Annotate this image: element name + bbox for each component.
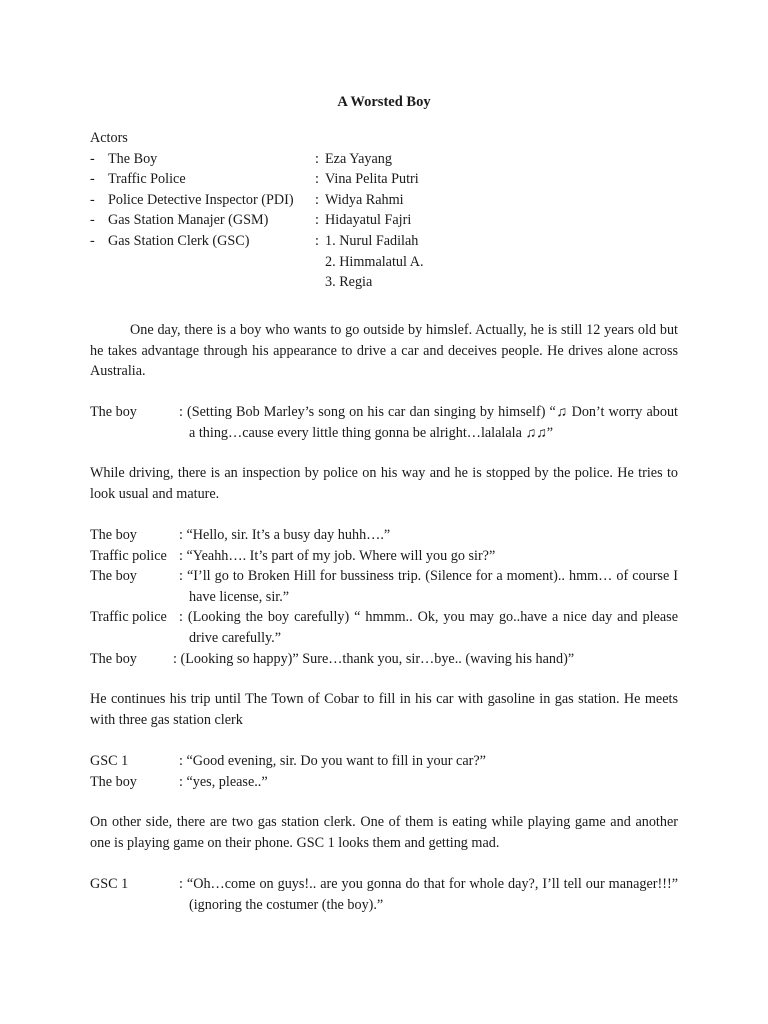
dialogue-line: : (Setting Bob Marley’s song on his car dan singing by himself) “♫ Don’t worry about a thing…cause every little thing gonna be alright…lalalala ♫♫” [179, 404, 678, 441]
dialogue-block [90, 525, 678, 669]
actor-row [90, 169, 690, 190]
actor-row [90, 252, 690, 273]
bullet-dash: - [90, 232, 95, 249]
actor-row [90, 149, 690, 170]
speaker-name: GSC 1 [90, 876, 129, 892]
colon-separator: : [315, 150, 319, 167]
dialogue-block [90, 751, 678, 792]
dialogue-line: : “Yeahh…. It’s part of my job. Where will you go sir?” [179, 547, 496, 564]
dialogue-line: : “Oh…come on guys!.. are you gonna do that for whole day?, I’ll tell our manager!!!” (ignoring the costumer (the boy).” [179, 876, 678, 913]
actor-player: 2. Himmalatul A. [325, 253, 424, 270]
speaker-name: GSC 1 [90, 753, 129, 769]
speaker-name: The boy [90, 404, 137, 420]
dialogue-line: : (Looking the boy carefully) “ hmmm.. Ok, you may go..have a nice day and please drive carefully.” [179, 609, 678, 646]
actor-player: Eza Yayang [325, 150, 392, 167]
dialogue-row [90, 566, 678, 607]
narrative-paragraph: While driving, there is an inspection by police on his way and he is stopped by the police. He tries to look usual and mature. [90, 465, 678, 502]
actor-role: The Boy [108, 150, 158, 167]
speaker-name: The boy [90, 568, 137, 585]
bullet-dash: - [90, 212, 95, 229]
actor-row [90, 272, 690, 293]
actor-role: Police Detective Inspector (PDI) [108, 191, 294, 208]
narrative-paragraph: On other side, there are two gas station clerk. One of them is eating while playing game and another one is playing game on their phone. GSC 1 looks them and getting mad. [90, 814, 678, 851]
dialogue-block [90, 402, 678, 443]
dialogue-line: : “I’ll go to Broken Hill for bussiness trip. (Silence for a moment).. hmm… of course I have license, sir.” [179, 568, 678, 605]
dialogue-row [90, 402, 678, 443]
colon-separator: : [315, 232, 319, 249]
speaker-name: The boy [90, 527, 137, 543]
dialogue-line: : “Hello, sir. It’s a busy day huhh….” [179, 527, 391, 543]
dialogue-line: : “yes, please..” [179, 773, 268, 790]
dialogue-line: : (Looking so happy)” Sure…thank you, sir…bye.. (waving his hand)” [173, 650, 575, 667]
bullet-dash: - [90, 171, 95, 188]
actor-role: Gas Station Clerk (GSC) [108, 232, 250, 249]
dialogue-row [90, 772, 678, 793]
actor-row [90, 210, 690, 231]
actor-player: Widya Rahmi [325, 191, 404, 208]
actor-row [90, 190, 690, 211]
dialogue-row [90, 751, 678, 772]
bullet-dash: - [90, 150, 95, 167]
dialogue-row [90, 525, 678, 546]
actor-player: 3. Regia [325, 274, 373, 291]
dialogue-row [90, 546, 678, 567]
dialogue-row [90, 607, 678, 648]
colon-separator: : [315, 212, 319, 229]
actor-row [90, 231, 690, 252]
colon-separator: : [315, 171, 319, 188]
dialogue-row [90, 649, 678, 670]
page-title: A Worsted Boy [337, 94, 431, 110]
speaker-name: Traffic police [90, 609, 167, 626]
actor-player: Vina Pelita Putri [325, 171, 419, 188]
dialogue-line: : “Good evening, sir. Do you want to fill in your car?” [179, 753, 486, 769]
actors-heading [90, 128, 690, 149]
dialogue-block [90, 874, 678, 915]
speaker-name: The boy [90, 773, 137, 790]
actor-player: 1. Nurul Fadilah [325, 232, 419, 249]
actor-player: Hidayatul Fajri [325, 212, 412, 229]
dialogue-row [90, 874, 678, 915]
bullet-dash: - [90, 191, 95, 208]
actor-role: Traffic Police [108, 171, 186, 188]
actors-heading-text: Actors [90, 130, 128, 146]
actor-role: Gas Station Manajer (GSM) [108, 212, 269, 229]
speaker-name: The boy [90, 650, 137, 667]
narrative-paragraph: One day, there is a boy who wants to go outside by himslef. Actually, he is still 12 years old but he takes advantage through his appearance to drive a car and deceives people. He drives alone across Australia. [90, 322, 678, 380]
colon-separator: : [315, 191, 319, 208]
actors-list [90, 128, 690, 293]
narrative-paragraph: He continues his trip until The Town of Cobar to fill in his car with gasoline in gas station. He meets with three gas station clerk [90, 691, 678, 728]
speaker-name: Traffic police [90, 547, 167, 564]
